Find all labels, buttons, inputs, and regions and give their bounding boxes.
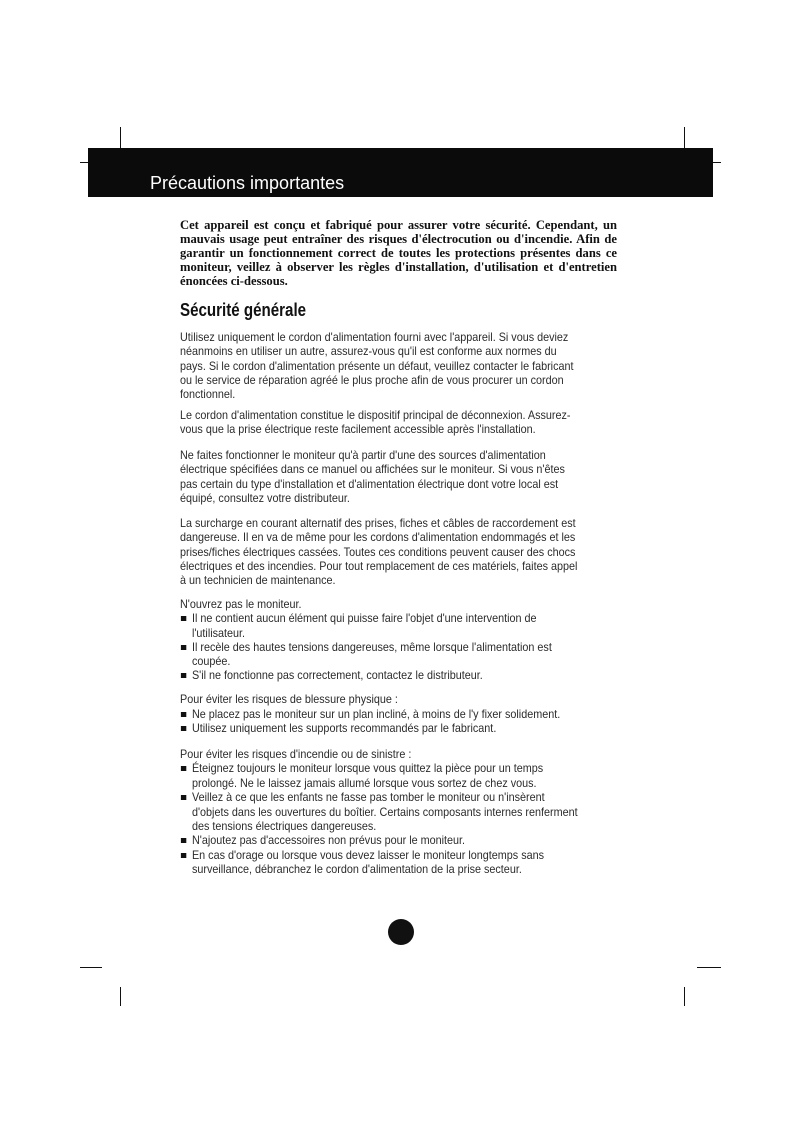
list-item <box>180 833 617 847</box>
list-item <box>180 790 617 833</box>
paragraph-line: fonctionnel. <box>180 387 236 402</box>
list-item <box>180 761 617 790</box>
list-item <box>180 707 617 722</box>
paragraph-line: prises/fiches électriques cassées. Toutes ces conditions peuvent causer des chocs <box>180 544 576 559</box>
list-item-line: prolongé. Ne le laissez jamais allumé lorsque vous sortez de chez vous. <box>191 775 537 790</box>
list-item-line: Éteignez toujours le moniteur lorsque vous quittez la pièce pour un temps <box>191 761 544 776</box>
list-item-line: surveillance, débranchez le cordon d'alimentation de la prise secteur. <box>191 862 522 877</box>
paragraph-line: pays. Si le cordon d'alimentation présente un défaut, veuillez contacter le fabricant <box>180 358 574 373</box>
paragraph-line: La surcharge en courant alternatif des prises, fiches et câbles de raccordement est <box>180 516 576 530</box>
list-item-line: En cas d'orage ou lorsque vous devez laisser le moniteur longtemps sans <box>191 847 545 862</box>
list-intro: N'ouvrez pas le moniteur. <box>180 597 302 611</box>
paragraph-overload <box>180 516 617 587</box>
list-injury <box>180 692 617 736</box>
list-fire <box>180 747 617 877</box>
paragraph-line: électriques et des incendies. Pour tout remplacement de ces matériels, faites appel <box>180 558 578 573</box>
section-heading: Sécurité générale <box>180 300 307 320</box>
list-item-line: Ne placez pas le moniteur sur un plan incliné, à moins de l'y fixer solidement. <box>191 706 561 721</box>
list-item-line: N'ajoutez pas d'accessoires non prévus pour le moniteur. <box>191 833 466 848</box>
bullet-icon <box>181 712 186 717</box>
list-item <box>180 668 617 682</box>
intro-line: mauvais usage peut entraîner des risques d'électrocution ou d'incendie. Afin de <box>180 232 617 246</box>
paragraph-line: néanmoins en utiliser un autre, assurez-vous qu'il est conforme aux normes du <box>180 344 557 359</box>
paragraph-line: dangereuse. Il en va de même pour les cordons d'alimentation endommagés et les <box>180 530 576 545</box>
bullet-icon <box>181 726 186 731</box>
bullet-icon <box>181 853 186 858</box>
page-number-marker <box>388 919 414 945</box>
list-item-line: Il recèle des hautes tensions dangereuses, même lorsque l'alimentation est <box>191 639 552 654</box>
paragraph-line: pas certain du type d'installation et d'alimentation électrique dont votre local est <box>180 476 559 491</box>
list-intro: Pour éviter les risques d'incendie ou de sinistre : <box>180 747 412 761</box>
list-item <box>180 640 617 669</box>
paragraph-power-source <box>180 448 617 505</box>
crop-mark-top-left <box>120 127 121 148</box>
list-item-line: S'il ne fonctionne pas correctement, contactez le distributeur. <box>191 668 483 683</box>
header-bar <box>88 148 713 197</box>
paragraph-line: à un technicien de maintenance. <box>180 573 336 588</box>
bullet-icon <box>181 838 186 843</box>
list-do-not-open <box>180 597 617 683</box>
intro-line: Cet appareil est conçu et fabriqué pour assurer votre sécurité. Cependant, un <box>180 218 617 232</box>
list-item-line: des tensions électriques dangereuses. <box>191 819 377 834</box>
paragraph-line: vous que la prise électrique reste facilement accessible après l'installation. <box>180 422 536 437</box>
list-intro: Pour éviter les risques de blessure physique : <box>180 692 398 706</box>
paragraph-line: Ne faites fonctionner le moniteur qu'à partir d'une des sources d'alimentation <box>180 448 546 462</box>
intro-line: moniteur, veillez à observer les règles d'installation, d'utilisation et d'entretien <box>180 260 617 274</box>
intro-line: garantir un fonctionnement correct de toutes les protections présentes dans ce <box>180 246 617 260</box>
bullet-icon <box>181 766 186 771</box>
list-item-line: d'objets dans les ouvertures du boîtier. Certains composants internes renferment <box>191 804 578 819</box>
bullet-icon <box>181 673 186 678</box>
list-item <box>180 848 617 877</box>
list-item-line: Utilisez uniquement les supports recommandés par le fabricant. <box>191 721 497 735</box>
crop-mark-top-right <box>684 127 685 148</box>
paragraph-power-cord <box>180 330 617 401</box>
list-item-line: coupée. <box>191 654 231 669</box>
list-item-line: Veillez à ce que les enfants ne fasse pas tomber le moniteur ou n'insèrent <box>191 790 545 805</box>
crop-mark-bottom-left-v <box>120 987 121 1006</box>
bullet-icon <box>181 795 186 800</box>
crop-mark-bottom-right-v <box>684 987 685 1006</box>
paragraph-line: ou le service de réparation agréé le plus proche afin de vous procurer un cordon <box>180 372 564 387</box>
page-title: Précautions importantes <box>150 173 345 193</box>
bullet-icon <box>181 645 186 650</box>
intro-line: énoncées ci-dessous. <box>180 274 288 288</box>
paragraph-disconnect <box>180 408 617 437</box>
paragraph-line: Utilisez uniquement le cordon d'alimentation fourni avec l'appareil. Si vous deviez <box>180 330 569 344</box>
list-item <box>180 721 617 736</box>
paragraph-line: électrique spécifiées dans ce manuel ou affichées sur le moniteur. Si vous n'êtes <box>180 462 565 477</box>
paragraph-line: Le cordon d'alimentation constitue le dispositif principal de déconnexion. Assurez- <box>180 408 571 422</box>
paragraph-line: équipé, consultez votre distributeur. <box>180 490 350 505</box>
list-item <box>180 611 617 640</box>
intro-paragraph <box>180 218 617 288</box>
list-item-line: Il ne contient aucun élément qui puisse faire l'objet d'une intervention de <box>191 611 537 626</box>
list-item-line: l'utilisateur. <box>191 625 246 640</box>
crop-mark-bottom-left-h <box>80 967 102 968</box>
crop-mark-bottom-right-h <box>697 967 721 968</box>
bullet-icon <box>181 616 186 621</box>
